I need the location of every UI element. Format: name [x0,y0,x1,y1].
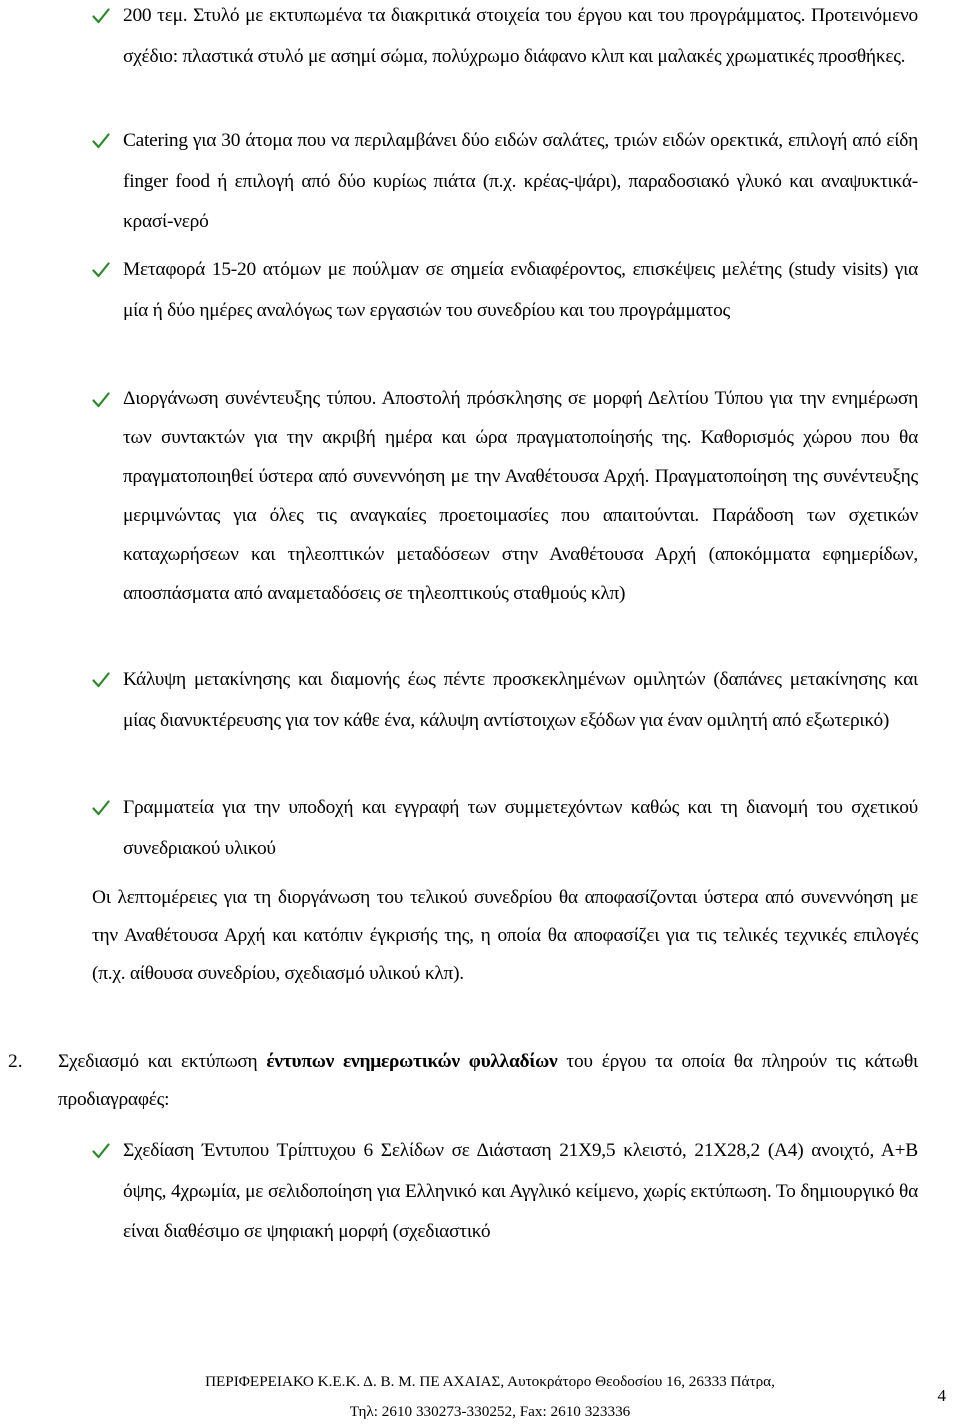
list-item-text: Catering για 30 άτομα που να περιλαμβάνει δύο ειδών σαλάτες, τριών ειδών ορεκτικά, επιλογή από είδη finger food ή επιλογή από δύο κυρίως πιάτα (π.χ. κρέας-ψάρι), παραδοσιακό γλυκό και αναψυκτικά-κρασί-νερό [123,130,918,233]
list-item [92,380,918,613]
check-mark-icon [92,800,110,816]
list-item [92,660,918,741]
list-item [92,788,918,869]
check-mark-icon [92,133,110,149]
numbered-item [8,1043,918,1119]
footer-contact: Τηλ: 2610 330273-330252, Fax: 2610 323336 [349,1403,631,1420]
list-item-text: Σχεδίαση Έντυπου Τρίπτυχου 6 Σελίδων σε Διάσταση 21Χ9,5 κλειστό, 21Χ28,2 (Α4) ανοιχτό, Α+Β όψης, 4χρωμία, με σελιδοποίηση για Ελληνικό και Αγγλικό κείμενο, χωρίς εκτύπωση. Το δημιουργικό θα είναι διαθέσιμο σε ψηφιακή μορφή (σχεδιαστικό [123,1140,918,1243]
item-number: 2. [8,1051,23,1072]
check-mark-icon [92,1143,110,1159]
list-item-text: Διοργάνωση συνέντευξης τύπου. Αποστολή πρόσκλησης σε μορφή Δελτίου Τύπου για την ενημέρωση των συντακτών για την ακριβή ημέρα και ώρα πραγματοποίησής της. Καθορισμός χώρου που θα πραγματοποιηθεί ύστερα από συνεννόηση με την Αναθέτουσα Αρχή. Πραγματοποίηση της συνέντευξης μεριμνώντας για όλες τις αναγκαίες προετοιμασίες που απαιτούνται. Παράδοση των σχετικών καταχωρήσεων και τηλεοπτικών μεταδόσεων στην Αναθέτουσα Αρχή (αποκόμματα εφημερίδων, αποσπάσματα από αναμεταδόσεις σε τηλεοπτικούς σταθμούς κλπ) [123,388,918,604]
page-number: 4 [937,1386,946,1405]
body-paragraph: Οι λεπτομέρειες για τη διοργάνωση του τελικού συνεδρίου θα αποφασίζονται ύστερα από συνεννόηση με την Αναθέτουσα Αρχή και κατόπιν έγκρισής της, η οποία θα αποφασίζει για τις τελικές τεχνικές επιλογές (π.χ. αίθουσα συνεδρίου, σχεδιασμό υλικού κλπ). [92,887,918,984]
check-mark-icon [92,8,110,24]
list-item-text: Κάλυψη μετακίνησης και διαμονής έως πέντε προσκεκλημένων ομιλητών (δαπάνες μετακίνησης και μίας διανυκτέρευσης για τον κάθε ένα, κάλυψη αντίστοιχων εξόδων για έναν ομιλητή από εξωτερικό) [123,669,918,731]
item-text-end: του έργου τα οποία θα πληρούν τις κάτωθι προδιαγραφές: [58,1051,918,1110]
item-text-start: Σχεδιασμό και εκτύπωση [58,1051,267,1072]
list-item [92,0,918,77]
list-item-text: Γραμματεία για την υποδοχή και εγγραφή των συμμετεχόντων καθώς και τη διανομή του σχετικού συνεδριακού υλικού [123,797,918,859]
list-item-text: 200 τεμ. Στυλό με εκτυπωμένα τα διακριτικά στοιχεία του έργου και του προγράμματος. Προτεινόμενο σχέδιο: πλαστικά στυλό με ασημί σώμα, πολύχρωμο διάφανο κλιπ και μαλακές χρωματικές προσθήκες. [123,5,918,67]
footer-address: ΠΕΡΙΦΕΡΕΙΑΚΟ Κ.Ε.Κ. Δ. Β. Μ. ΠΕ ΑΧΑΙΑΣ, Αυτοκράτορο Θεοδοσίου 16, 26333 Πάτρα, [205,1373,775,1390]
list-item [92,250,918,331]
check-mark-icon [92,262,110,278]
list-item-text: Μεταφορά 15-20 ατόμων με πούλμαν σε σημεία ενδιαφέροντος, επισκέψεις μελέτης (study visits) για μία ή δύο ημέρες αναλόγως των εργασιών του συνεδρίου και του προγράμματος [123,259,918,321]
check-mark-icon [92,672,110,688]
list-item [92,1131,918,1253]
item-text-bold: έντυπων ενημερωτικών φυλλαδίων [266,1051,558,1072]
item-text [58,1043,918,1119]
check-mark-icon [92,392,110,408]
list-item [92,121,918,243]
